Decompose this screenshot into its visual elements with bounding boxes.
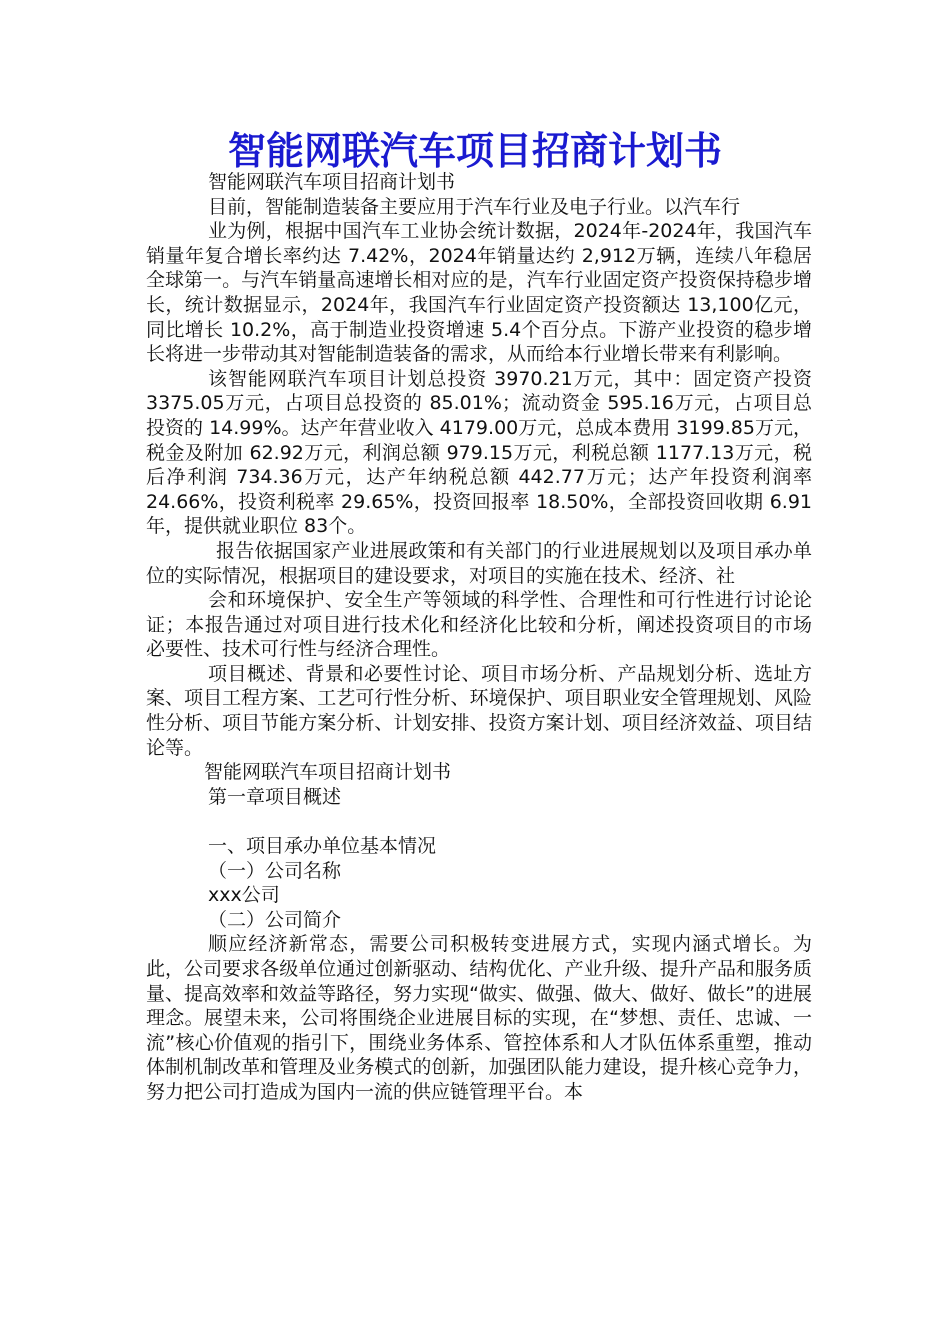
company-name: xxx公司 — [208, 884, 280, 907]
document-body — [146, 170, 812, 1105]
paragraph-contents-list: 项目概述、背景和必要性讨论、项目市场分析、产品规划分析、选址方案、项目工程方案、工艺可行性分析、环境保护、项目职业安全管理规划、风险性分析、项目节能方案分析、计划安排、投资方案计划、项目经济效益、项目结论等。 — [146, 662, 812, 759]
paragraph-report-scope: 会和环境保护、安全生产等领域的科学性、合理性和可行性进行讨论论证；本报告通过对项目进行技术化和经济化比较和分析，阐述投资项目的市场 必要性、技术可行性与经济合理性。 — [146, 589, 812, 661]
paragraph-report-basis: 报告依据国家产业进展政策和有关部门的行业进展规划以及项目承办单位的实际情况，根据项目的建设要求，对项目的实施在技术、经济、社 — [146, 539, 812, 587]
document-title: 智能网联汽车项目招商计划书 — [227, 128, 722, 173]
chapter-heading: 第一章项目概述 — [208, 785, 342, 808]
subsection-company-profile: （二）公司简介 — [208, 908, 342, 931]
blank-line — [146, 809, 812, 834]
subsection-company-name: （一）公司名称 — [208, 859, 342, 882]
section-heading: 一、项目承办单位基本情况 — [208, 835, 437, 858]
paragraph-investment-summary: 该智能网联汽车项目计划总投资 3970.21万元，其中：固定资产投资 3375.05万元，占项目总投资的 85.01%；流动资金 595.16万元，占项目总投资的 14.99%。达产年营业收入 4179.00万元，总成本费用 3199.85万元，税金及附加 62.92万元，利润总额 979.15万元，利税总额 1177.13万元，税后净利润 734.36万元，达产年纳税总额 442.77万元；达产年投资利润率 24.66%，投资利税率 29.65%，投资回报率 18.50%，全部投资回收期 6.91年，提供就业职位 83个。 — [146, 367, 812, 538]
paragraph-industry-data: 业为例，根据中国汽车工业协会统计数据，2024年-2024年，我国汽车销量年复合增长率约达 7.42%，2024年销量达约 2,912万辆，连续八年稳居全球第一。与汽车销量高速增长相对应的是，汽车行业固定资产投资保持稳步增长，统计数据显示，2024年，我国汽车行业固定资产投资额达 13,100亿元，同比增长 10.2%，高于制造业投资增速 5.4个百分点。下游产业投资的稳步增长将进一步带动其对智能制造装备的需求，从而给本行业增长带来有利影响。 — [146, 220, 812, 366]
repeat-title: 智能网联汽车项目招商计划书 — [204, 761, 452, 784]
document-subtitle: 智能网联汽车项目招商计划书 — [208, 171, 456, 193]
paragraph-intro-start: 目前，智能制造装备主要应用于汽车行业及电子行业。以汽车行 — [208, 195, 741, 218]
paragraph-company-profile: 顺应经济新常态，需要公司积极转变进展方式，实现内涵式增长。为此，公司要求各级单位通过创新驱动、结构优化、产业升级、提升产品和服务质量、提高效率和效益等路径，努力实现“做实、做强、做大、做好、做长”的进展理念。展望未来，公司将围绕企业进展目标的实现，在“梦想、责任、忠诚、一流”核心价值观的指引下，围绕业务体系、管控体系和人才队伍体系重塑，推动体制机制改革和管理及业务模式的创新，加强团队能力建设，提升核心竞争力，努力把公司打造成为国内一流的供应链管理平台。本 — [146, 933, 812, 1103]
